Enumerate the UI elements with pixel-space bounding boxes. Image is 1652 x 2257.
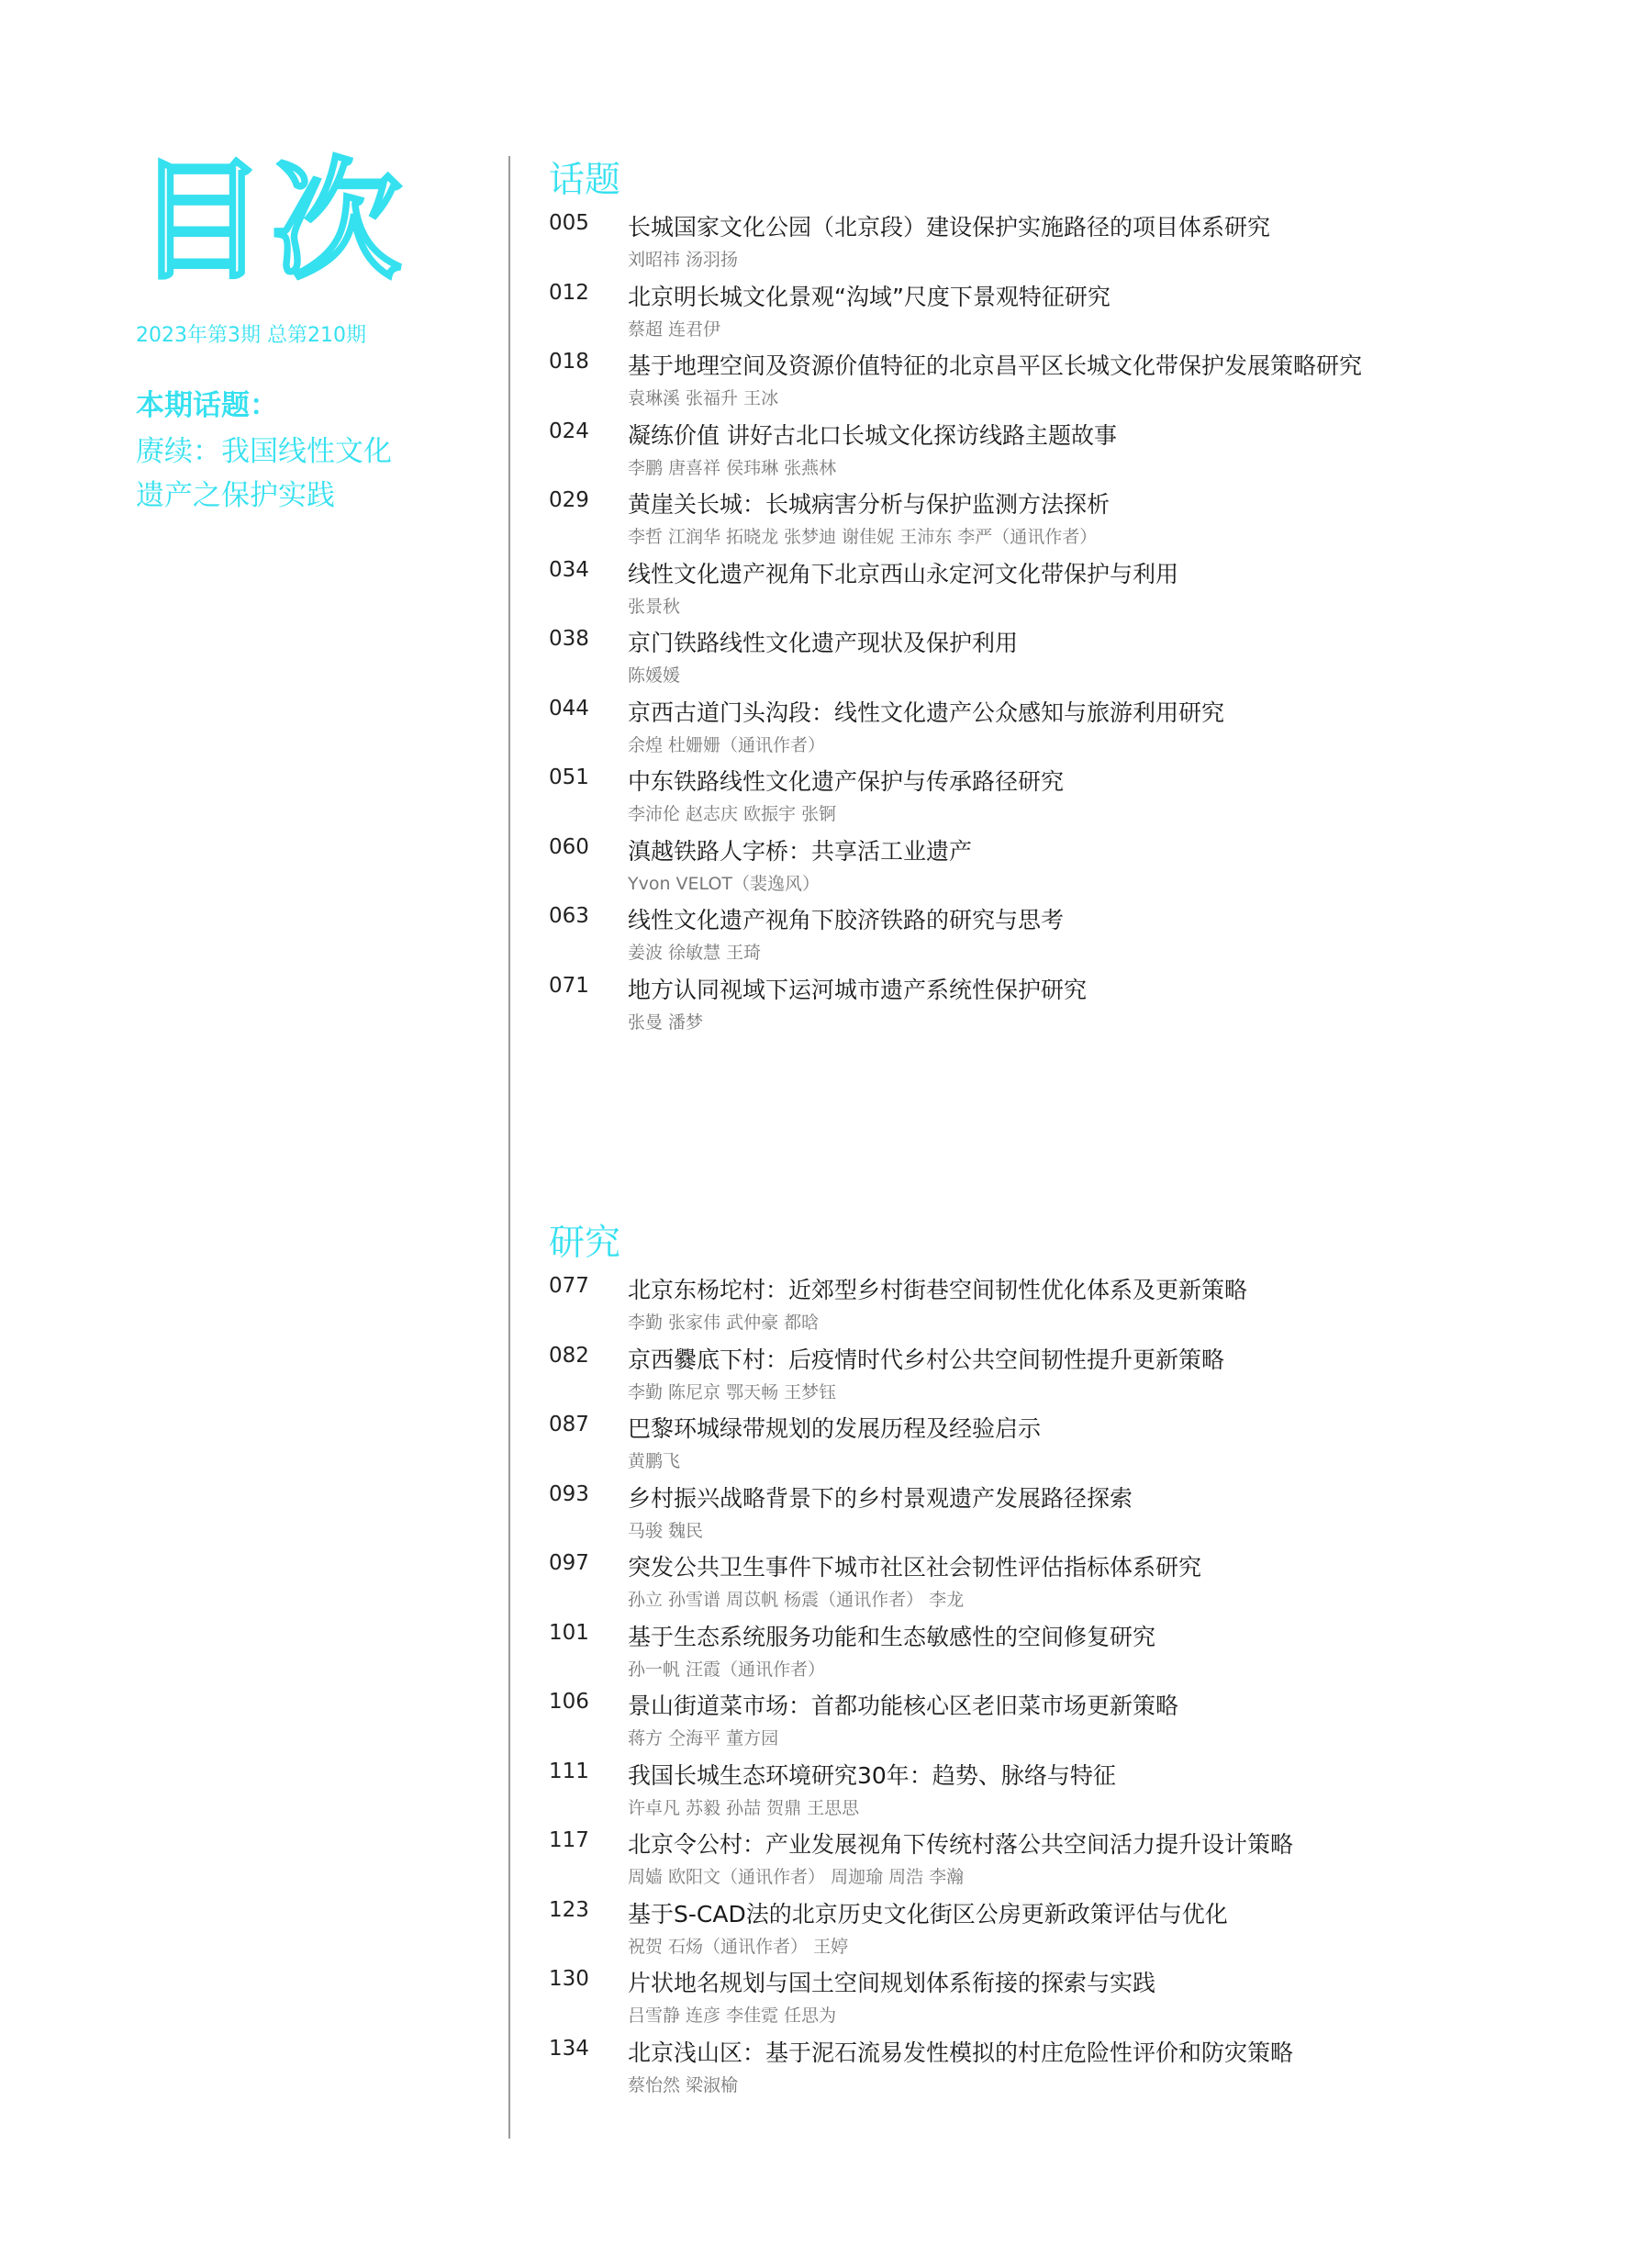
page-number: 130 <box>549 1967 589 1991</box>
toc-entry[interactable] <box>549 1479 1604 1548</box>
page-number: 029 <box>549 488 589 512</box>
article-authors: 李哲 江润华 拓晓龙 张梦迪 谢佳妮 王沛东 李严（通讯作者） <box>628 527 1098 547</box>
page-number: 071 <box>549 973 589 998</box>
toc-entry[interactable] <box>549 1963 1604 2033</box>
page-number: 034 <box>549 557 589 582</box>
page-number: 093 <box>549 1481 589 1506</box>
article-title[interactable]: 北京东杨坨村：近郊型乡村街巷空间韧性优化体系及更新策略 <box>628 1277 1248 1303</box>
theme-text: 赓续：我国线性文化遗产之保护实践 <box>136 435 392 512</box>
page-number: 063 <box>549 904 589 928</box>
article-title[interactable]: 线性文化遗产视角下北京西山永定河文化带保护与利用 <box>628 560 1179 587</box>
article-authors: 吕雪静 连彦 李佳霓 任思为 <box>628 2006 837 2026</box>
toc-entry[interactable] <box>549 1340 1604 1410</box>
toc-entry[interactable] <box>549 1617 1604 1687</box>
article-authors: 姜波 徐敏慧 王琦 <box>628 943 762 963</box>
article-authors: 孙立 孙雪谱 周苡帆 杨震（通讯作者） 李龙 <box>628 1590 965 1610</box>
toc-entry[interactable] <box>549 970 1604 1040</box>
page-number: 060 <box>549 834 589 859</box>
article-title[interactable]: 线性文化遗产视角下胶济铁路的研究与思考 <box>628 907 1065 933</box>
toc-entry[interactable] <box>549 900 1604 970</box>
article-title[interactable]: 黄崖关长城：长城病害分析与保护监测方法探析 <box>628 491 1111 518</box>
article-authors: 李勤 陈尼京 鄂天畅 王梦钰 <box>628 1381 837 1402</box>
page-number: 087 <box>549 1413 589 1436</box>
article-title[interactable]: 基于地理空间及资源价值特征的北京昌平区长城文化带保护发展策略研究 <box>628 352 1363 379</box>
page-number: 024 <box>549 419 589 443</box>
article-authors: 周嫱 欧阳文（通讯作者） 周迦瑜 周浩 李瀚 <box>628 1867 965 1887</box>
article-title[interactable]: 北京浅山区：基于泥石流易发性模拟的村庄危险性评价和防灾策略 <box>628 2039 1294 2066</box>
article-title[interactable]: 片状地名规划与国土空间规划体系衔接的探索与实践 <box>628 1970 1156 1996</box>
article-authors: 刘昭祎 汤羽扬 <box>628 250 739 270</box>
article-title[interactable]: 乡村振兴战略背景下的乡村景观遗产发展路径探索 <box>628 1484 1133 1512</box>
article-title[interactable]: 凝练价值 讲好古北口长城文化探访线路主题故事 <box>628 421 1117 449</box>
article-title[interactable]: 京门铁路线性文化遗产现状及保护利用 <box>628 630 1019 656</box>
issue-number: 2023年第3期 总第210期 <box>136 324 366 347</box>
toc-entry[interactable] <box>549 1270 1604 1340</box>
article-title[interactable]: 景山街道菜市场：首都功能核心区老旧菜市场更新策略 <box>628 1693 1179 1719</box>
page-number: 012 <box>549 280 589 305</box>
article-title[interactable]: 基于生态系统服务功能和生态敏感性的空间修复研究 <box>628 1623 1156 1650</box>
toc-entry[interactable] <box>549 1894 1604 1964</box>
toc-entry[interactable] <box>549 346 1604 416</box>
article-authors: 李鹏 唐喜祥 侯玮琳 张燕林 <box>628 457 837 478</box>
toc-entry[interactable] <box>549 693 1604 763</box>
toc-entry[interactable] <box>549 1825 1604 1894</box>
toc-entry[interactable] <box>549 277 1604 347</box>
page-number: 005 <box>549 211 589 235</box>
toc-entry[interactable] <box>549 832 1604 901</box>
toc-entry[interactable] <box>549 2033 1604 2103</box>
entry-list <box>549 207 1604 1039</box>
section-research <box>549 1221 1604 2102</box>
article-authors: 余煌 杜姗姗（通讯作者） <box>628 734 826 755</box>
article-title[interactable]: 北京明长城文化景观“沟域”尺度下景观特征研究 <box>628 283 1111 310</box>
article-title[interactable]: 京西古道门头沟段：线性文化遗产公众感知与旅游利用研究 <box>628 698 1225 726</box>
article-authors: 蔡超 连君伊 <box>628 318 721 340</box>
section-title: 研究 <box>549 1223 621 1264</box>
article-authors: 许卓凡 苏毅 孙喆 贺鼎 王思思 <box>628 1797 860 1818</box>
article-authors: 袁琳溪 张福升 王冰 <box>628 388 779 408</box>
article-authors: 祝贺 石炀（通讯作者） 王婷 <box>628 1936 849 1957</box>
toc-entry[interactable] <box>549 1409 1604 1479</box>
entry-list <box>549 1270 1604 2102</box>
article-authors: 李勤 张家伟 武仲豪 都晗 <box>628 1313 820 1333</box>
article-authors: 黄鹏飞 <box>628 1451 681 1471</box>
toc-entry[interactable] <box>549 207 1604 277</box>
vertical-divider <box>508 156 510 2139</box>
toc-entry[interactable] <box>549 1547 1604 1617</box>
article-authors: 张景秋 <box>628 596 681 617</box>
article-authors: 陈媛媛 <box>628 665 681 686</box>
section-topic <box>549 158 1604 1039</box>
page-number: 123 <box>549 1897 589 1922</box>
page-number: 106 <box>549 1690 589 1714</box>
page-number: 082 <box>549 1343 589 1368</box>
page-number: 101 <box>549 1620 589 1645</box>
article-title[interactable]: 地方认同视域下运河城市遗产系统性保护研究 <box>628 976 1088 1003</box>
page-number: 018 <box>549 350 589 374</box>
article-authors: 蔡怡然 梁淑榆 <box>628 2074 739 2095</box>
article-title[interactable]: 我国长城生态环境研究30年：趋势、脉络与特征 <box>628 1761 1116 1789</box>
toc-entry[interactable] <box>549 623 1604 693</box>
toc-entry[interactable] <box>549 762 1604 832</box>
article-title[interactable]: 滇越铁路人字桥：共享活工业遗产 <box>628 837 973 865</box>
page-number: 077 <box>549 1274 589 1298</box>
page-number: 117 <box>549 1828 589 1852</box>
page-number: 111 <box>549 1759 589 1783</box>
article-title[interactable]: 北京令公村：产业发展视角下传统村落公共空间活力提升设计策略 <box>628 1831 1294 1858</box>
article-title[interactable]: 基于S-CAD法的北京历史文化街区公房更新政策评估与优化 <box>628 1900 1228 1927</box>
article-title[interactable]: 突发公共卫生事件下城市社区社会韧性评估指标体系研究 <box>628 1554 1202 1581</box>
article-title[interactable]: 中东铁路线性文化遗产保护与传承路径研究 <box>628 768 1065 795</box>
page-number: 051 <box>549 765 589 789</box>
page-number: 038 <box>549 627 589 651</box>
theme-label: 本期话题： <box>136 389 278 422</box>
toc-entry[interactable] <box>549 554 1604 624</box>
article-title[interactable]: 巴黎环城绿带规划的发展历程及经验启示 <box>628 1415 1042 1442</box>
toc-entry[interactable] <box>549 416 1604 486</box>
article-authors: 蒋方 仝海平 董方园 <box>628 1728 779 1749</box>
article-title[interactable]: 长城国家文化公园（北京段）建设保护实施路径的项目体系研究 <box>628 214 1271 240</box>
article-authors: 孙一帆 汪霞（通讯作者） <box>628 1659 826 1680</box>
toc-entry[interactable] <box>549 1686 1604 1756</box>
article-authors: Yvon VELOT（裴逸风） <box>628 873 820 894</box>
article-authors: 马骏 魏民 <box>628 1520 704 1541</box>
article-authors: 张曼 潘梦 <box>628 1011 704 1033</box>
page-heading: 目次 <box>136 145 407 297</box>
page-number: 134 <box>549 2036 589 2061</box>
page-number: 097 <box>549 1551 589 1575</box>
section-title: 话题 <box>549 160 621 201</box>
toc-entry[interactable] <box>549 485 1604 554</box>
article-title[interactable]: 京西爨底下村：后疫情时代乡村公共空间韧性提升更新策略 <box>628 1346 1225 1373</box>
article-authors: 李沛伦 赵志庆 欧振宇 张锕 <box>628 804 837 824</box>
page-number: 044 <box>549 696 589 721</box>
toc-entry[interactable] <box>549 1756 1604 1826</box>
